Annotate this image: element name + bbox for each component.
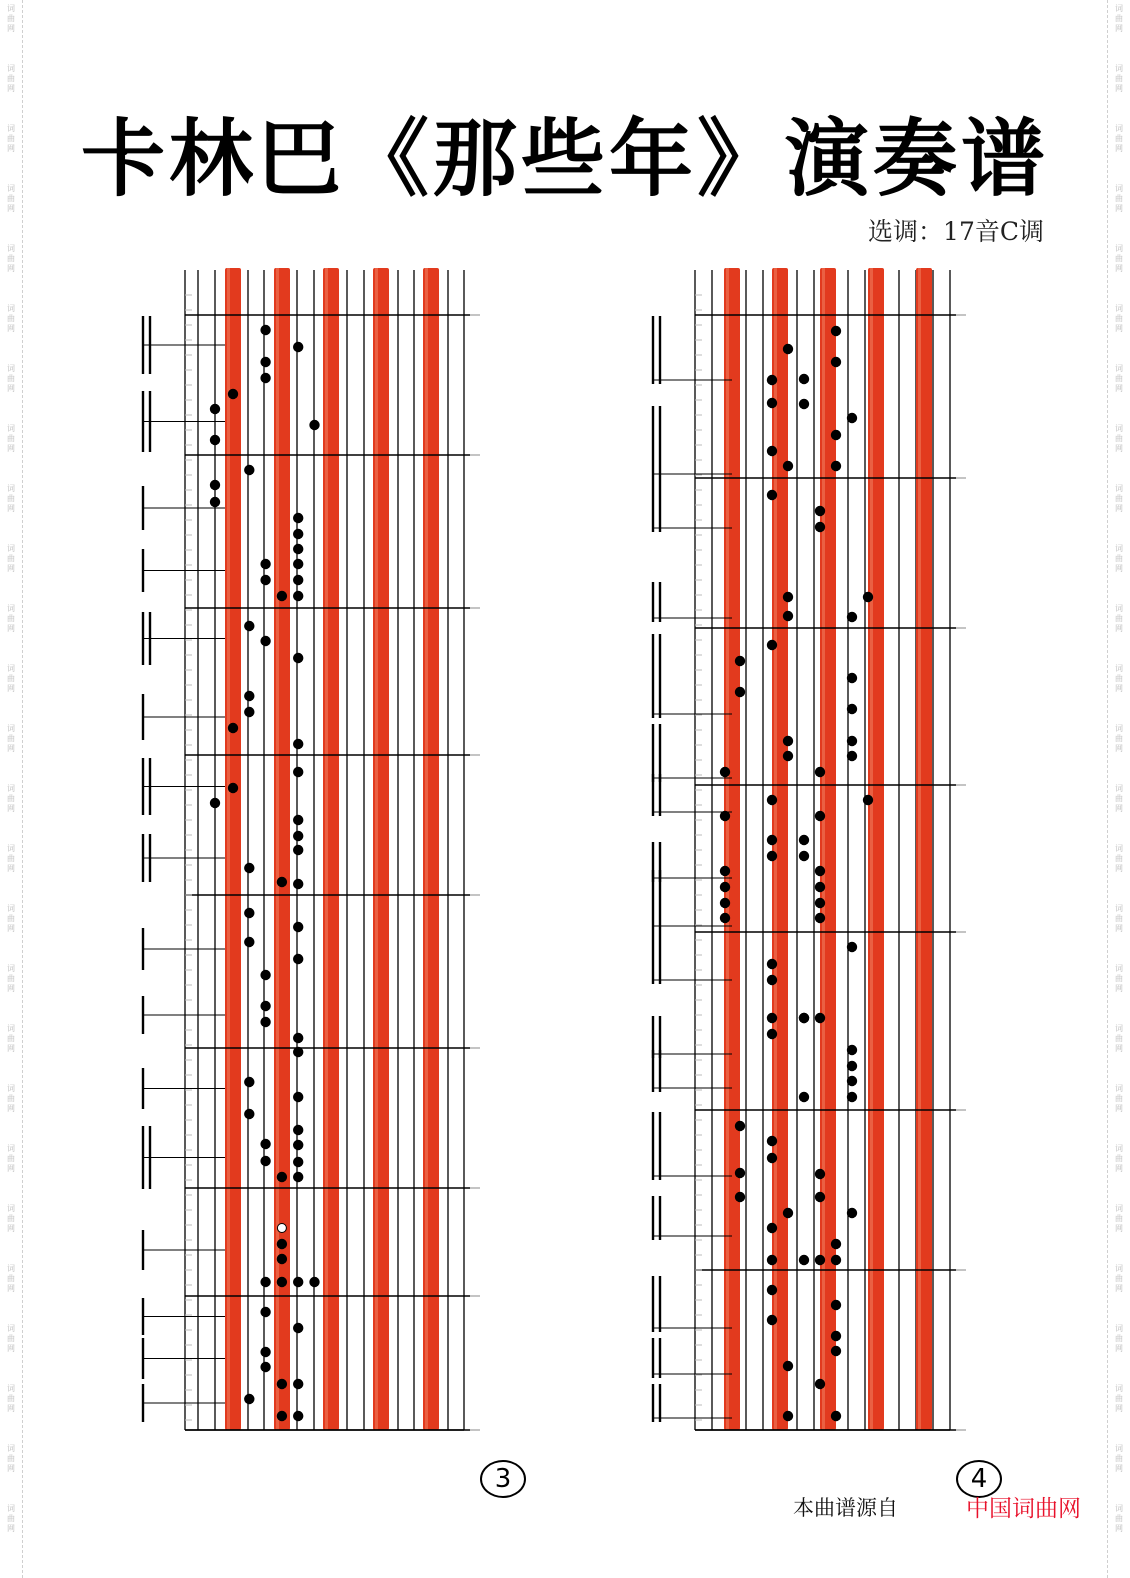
watermark-text: 词 曲 网 (1115, 604, 1123, 633)
kalimba-tab-page-3 (130, 265, 490, 1465)
watermark-text: 词 曲 网 (7, 1204, 15, 1233)
note-dot (831, 430, 841, 440)
note-dot (293, 591, 303, 601)
note-dot (863, 795, 873, 805)
note-dot (244, 937, 254, 947)
highlight-tine-shade (425, 268, 428, 1430)
note-dot (799, 1092, 809, 1102)
note-dot (767, 1013, 777, 1023)
watermark-text: 词 曲 网 (7, 244, 15, 273)
watermark-text: 词 曲 网 (7, 724, 15, 753)
watermark-text: 词 曲 网 (7, 424, 15, 453)
watermark-text: 词 曲 网 (7, 64, 15, 93)
note-dot (277, 1379, 287, 1389)
note-dot (260, 575, 270, 585)
page-number-3: 3 (480, 1460, 526, 1498)
note-dot (210, 404, 220, 414)
note-dot (293, 559, 303, 569)
note-dot (244, 863, 254, 873)
note-dot (815, 811, 825, 821)
note-dot (735, 1168, 745, 1178)
note-dot (847, 1061, 857, 1071)
note-dot (277, 1239, 287, 1249)
source-site-link[interactable]: 中国词曲网 (966, 1496, 1081, 1522)
highlight-tine-shade (375, 268, 378, 1430)
note-dot (783, 1208, 793, 1218)
note-dot (309, 1277, 319, 1287)
watermark-text: 词 曲 网 (1115, 244, 1123, 273)
watermark-text: 词 曲 网 (1115, 4, 1123, 33)
highlight-tine-shade (918, 268, 921, 1430)
watermark-text: 词 曲 网 (1115, 424, 1123, 453)
note-dot (815, 1255, 825, 1265)
note-dot (720, 866, 730, 876)
note-dot (720, 882, 730, 892)
note-dot (831, 1239, 841, 1249)
watermark-text: 词 曲 网 (7, 304, 15, 333)
note-dot (293, 544, 303, 554)
note-dot (767, 1285, 777, 1295)
note-dot (799, 835, 809, 845)
note-dot (847, 736, 857, 746)
watermark-text: 词 曲 网 (1115, 1084, 1123, 1113)
note-dot (815, 1013, 825, 1023)
note-dot (293, 1277, 303, 1287)
note-dot (815, 882, 825, 892)
note-dot (244, 707, 254, 717)
watermark-text: 词 曲 网 (7, 364, 15, 393)
note-dot (293, 1172, 303, 1182)
watermark-text: 词 曲 网 (1115, 724, 1123, 753)
note-dot (767, 835, 777, 845)
note-dot (735, 687, 745, 697)
note-dot (799, 1255, 809, 1265)
note-dot (815, 1192, 825, 1202)
note-dot (293, 1092, 303, 1102)
note-dot (260, 1139, 270, 1149)
note-dot (847, 1045, 857, 1055)
note-dot (293, 767, 303, 777)
watermark-text: 词 曲 网 (1115, 364, 1123, 393)
note-dot (277, 877, 287, 887)
note-dot (210, 435, 220, 445)
note-dot (767, 1136, 777, 1146)
note-dot (815, 866, 825, 876)
note-dot (244, 908, 254, 918)
note-dot (293, 342, 303, 352)
watermark-text: 词 曲 网 (7, 964, 15, 993)
highlight-tine-shade (870, 268, 873, 1430)
note-dot (847, 413, 857, 423)
note-dot (720, 898, 730, 908)
note-dot (293, 1125, 303, 1135)
watermark-text: 词 曲 网 (1115, 64, 1123, 93)
note-dot (293, 513, 303, 523)
note-dot (815, 898, 825, 908)
note-dot (293, 1379, 303, 1389)
note-dot (260, 559, 270, 569)
note-dot (260, 1277, 270, 1287)
note-dot (260, 357, 270, 367)
watermark-text: 词 曲 网 (7, 1084, 15, 1113)
note-dot (783, 751, 793, 761)
note-dot (293, 815, 303, 825)
watermark-text: 词 曲 网 (7, 1384, 15, 1413)
note-dot (783, 611, 793, 621)
note-dot (228, 389, 238, 399)
watermark-text: 词 曲 网 (7, 844, 15, 873)
highlight-tine-shade (726, 268, 729, 1430)
note-dot (244, 1077, 254, 1087)
note-dot (309, 420, 319, 430)
note-dot (783, 461, 793, 471)
watermark-text: 词 曲 网 (7, 664, 15, 693)
note-dot (735, 656, 745, 666)
highlight-tine-shade (227, 268, 230, 1430)
watermark-text: 词 曲 网 (1115, 844, 1123, 873)
key-label: 选调：17音C调 (868, 217, 1044, 246)
note-dot (277, 1277, 287, 1287)
watermark-text: 词 曲 网 (7, 604, 15, 633)
note-dot (767, 398, 777, 408)
watermark-text: 词 曲 网 (1115, 1204, 1123, 1233)
note-dot (847, 1076, 857, 1086)
note-dot (293, 575, 303, 585)
note-dot (260, 1001, 270, 1011)
note-dot (293, 1047, 303, 1057)
note-dot (847, 942, 857, 952)
note-dot (293, 879, 303, 889)
note-dot (244, 691, 254, 701)
page-title: 卡林巴《那些年》演奏谱 (80, 110, 1049, 208)
watermark-text: 词 曲 网 (7, 1144, 15, 1173)
note-dot (210, 497, 220, 507)
left-watermark-strip (0, 0, 23, 1578)
note-dot (783, 344, 793, 354)
note-dot (735, 1121, 745, 1131)
note-dot (863, 592, 873, 602)
note-dot (831, 1300, 841, 1310)
watermark-text: 词 曲 网 (7, 1504, 15, 1533)
note-dot (260, 325, 270, 335)
note-dot (767, 375, 777, 385)
note-dot (783, 1411, 793, 1421)
note-dot (228, 723, 238, 733)
note-dot (293, 922, 303, 932)
note-dot (767, 1315, 777, 1325)
note-dot (293, 529, 303, 539)
note-dot (767, 795, 777, 805)
note-dot (260, 1307, 270, 1317)
watermark-text: 词 曲 网 (7, 1024, 15, 1053)
note-dot (799, 1013, 809, 1023)
note-dot (293, 739, 303, 749)
note-dot (210, 798, 220, 808)
note-dot (799, 851, 809, 861)
note-dot (831, 1346, 841, 1356)
note-dot (210, 480, 220, 490)
note-dot (244, 1394, 254, 1404)
note-dot (228, 783, 238, 793)
watermark-text: 词 曲 网 (1115, 124, 1123, 153)
note-dot (767, 490, 777, 500)
note-dot (799, 374, 809, 384)
watermark-text: 词 曲 网 (1115, 304, 1123, 333)
note-dot (293, 831, 303, 841)
watermark-text: 词 曲 网 (7, 124, 15, 153)
note-dot (783, 592, 793, 602)
watermark-text: 词 曲 网 (7, 184, 15, 213)
note-dot (815, 522, 825, 532)
note-dot (720, 767, 730, 777)
watermark-text: 词 曲 网 (7, 1324, 15, 1353)
note-dot (244, 621, 254, 631)
note-dot (293, 1411, 303, 1421)
note-dot (277, 1172, 287, 1182)
note-dot (260, 636, 270, 646)
note-dot (767, 1255, 777, 1265)
watermark-text: 词 曲 网 (1115, 1384, 1123, 1413)
watermark-text: 词 曲 网 (1115, 1324, 1123, 1353)
watermark-text: 词 曲 网 (1115, 484, 1123, 513)
note-dot (735, 1192, 745, 1202)
note-dot (847, 1208, 857, 1218)
note-dot (277, 1411, 287, 1421)
note-dot (767, 1029, 777, 1039)
note-dot (831, 1331, 841, 1341)
note-dot (767, 851, 777, 861)
watermark-text: 词 曲 网 (1115, 1504, 1123, 1533)
note-dot (767, 959, 777, 969)
watermark-text: 词 曲 网 (7, 4, 15, 33)
watermark-text: 词 曲 网 (1115, 1024, 1123, 1053)
watermark-text: 词 曲 网 (1115, 1444, 1123, 1473)
watermark-text: 词 曲 网 (1115, 544, 1123, 573)
highlight-tine-shade (325, 268, 328, 1430)
note-dot (815, 913, 825, 923)
right-watermark-strip (1107, 0, 1130, 1578)
note-dot (720, 811, 730, 821)
kalimba-tab-page-4 (640, 265, 980, 1465)
note-dot (767, 975, 777, 985)
note-dot (767, 640, 777, 650)
note-dot (815, 1379, 825, 1389)
note-dot (799, 399, 809, 409)
note-dot (720, 913, 730, 923)
note-dot (847, 1092, 857, 1102)
note-dot (293, 653, 303, 663)
note-dot (293, 1157, 303, 1167)
watermark-text: 词 曲 网 (7, 904, 15, 933)
note-dot (293, 845, 303, 855)
watermark-text: 词 曲 网 (1115, 664, 1123, 693)
note-dot (293, 954, 303, 964)
watermark-text: 词 曲 网 (1115, 784, 1123, 813)
note-dot (847, 612, 857, 622)
note-dot (847, 751, 857, 761)
note-dot (260, 1347, 270, 1357)
watermark-text: 词 曲 网 (7, 544, 15, 573)
note-dot (767, 1223, 777, 1233)
note-dot (244, 1109, 254, 1119)
note-dot (244, 465, 254, 475)
note-dot (767, 1153, 777, 1163)
note-dot (831, 1255, 841, 1265)
note-dot (277, 591, 287, 601)
watermark-text: 词 曲 网 (1115, 1144, 1123, 1173)
watermark-text: 词 曲 网 (7, 484, 15, 513)
note-dot (260, 1017, 270, 1027)
watermark-text: 词 曲 网 (7, 1444, 15, 1473)
note-dot (847, 704, 857, 714)
note-dot (293, 1140, 303, 1150)
note-dot (831, 1411, 841, 1421)
note-dot (277, 1254, 287, 1264)
note-dot (260, 1362, 270, 1372)
note-dot (815, 767, 825, 777)
watermark-text: 词 曲 网 (7, 784, 15, 813)
note-dot (260, 970, 270, 980)
watermark-text: 词 曲 网 (1115, 964, 1123, 993)
note-dot (293, 1323, 303, 1333)
note-dot (831, 357, 841, 367)
watermark-text: 词 曲 网 (1115, 1264, 1123, 1293)
watermark-text: 词 曲 网 (7, 1264, 15, 1293)
watermark-text: 词 曲 网 (1115, 184, 1123, 213)
source-label: 本曲谱源自 (793, 1496, 898, 1520)
note-dot (783, 1361, 793, 1371)
note-dot (847, 673, 857, 683)
note-dot (260, 373, 270, 383)
page-number-4: 4 (956, 1460, 1002, 1498)
open-note-dot (277, 1224, 286, 1233)
note-dot (831, 461, 841, 471)
watermark-text: 词 曲 网 (1115, 904, 1123, 933)
note-dot (260, 1156, 270, 1166)
note-dot (815, 1169, 825, 1179)
note-dot (293, 1033, 303, 1043)
note-dot (831, 326, 841, 336)
note-dot (783, 736, 793, 746)
note-dot (767, 446, 777, 456)
note-dot (815, 506, 825, 516)
